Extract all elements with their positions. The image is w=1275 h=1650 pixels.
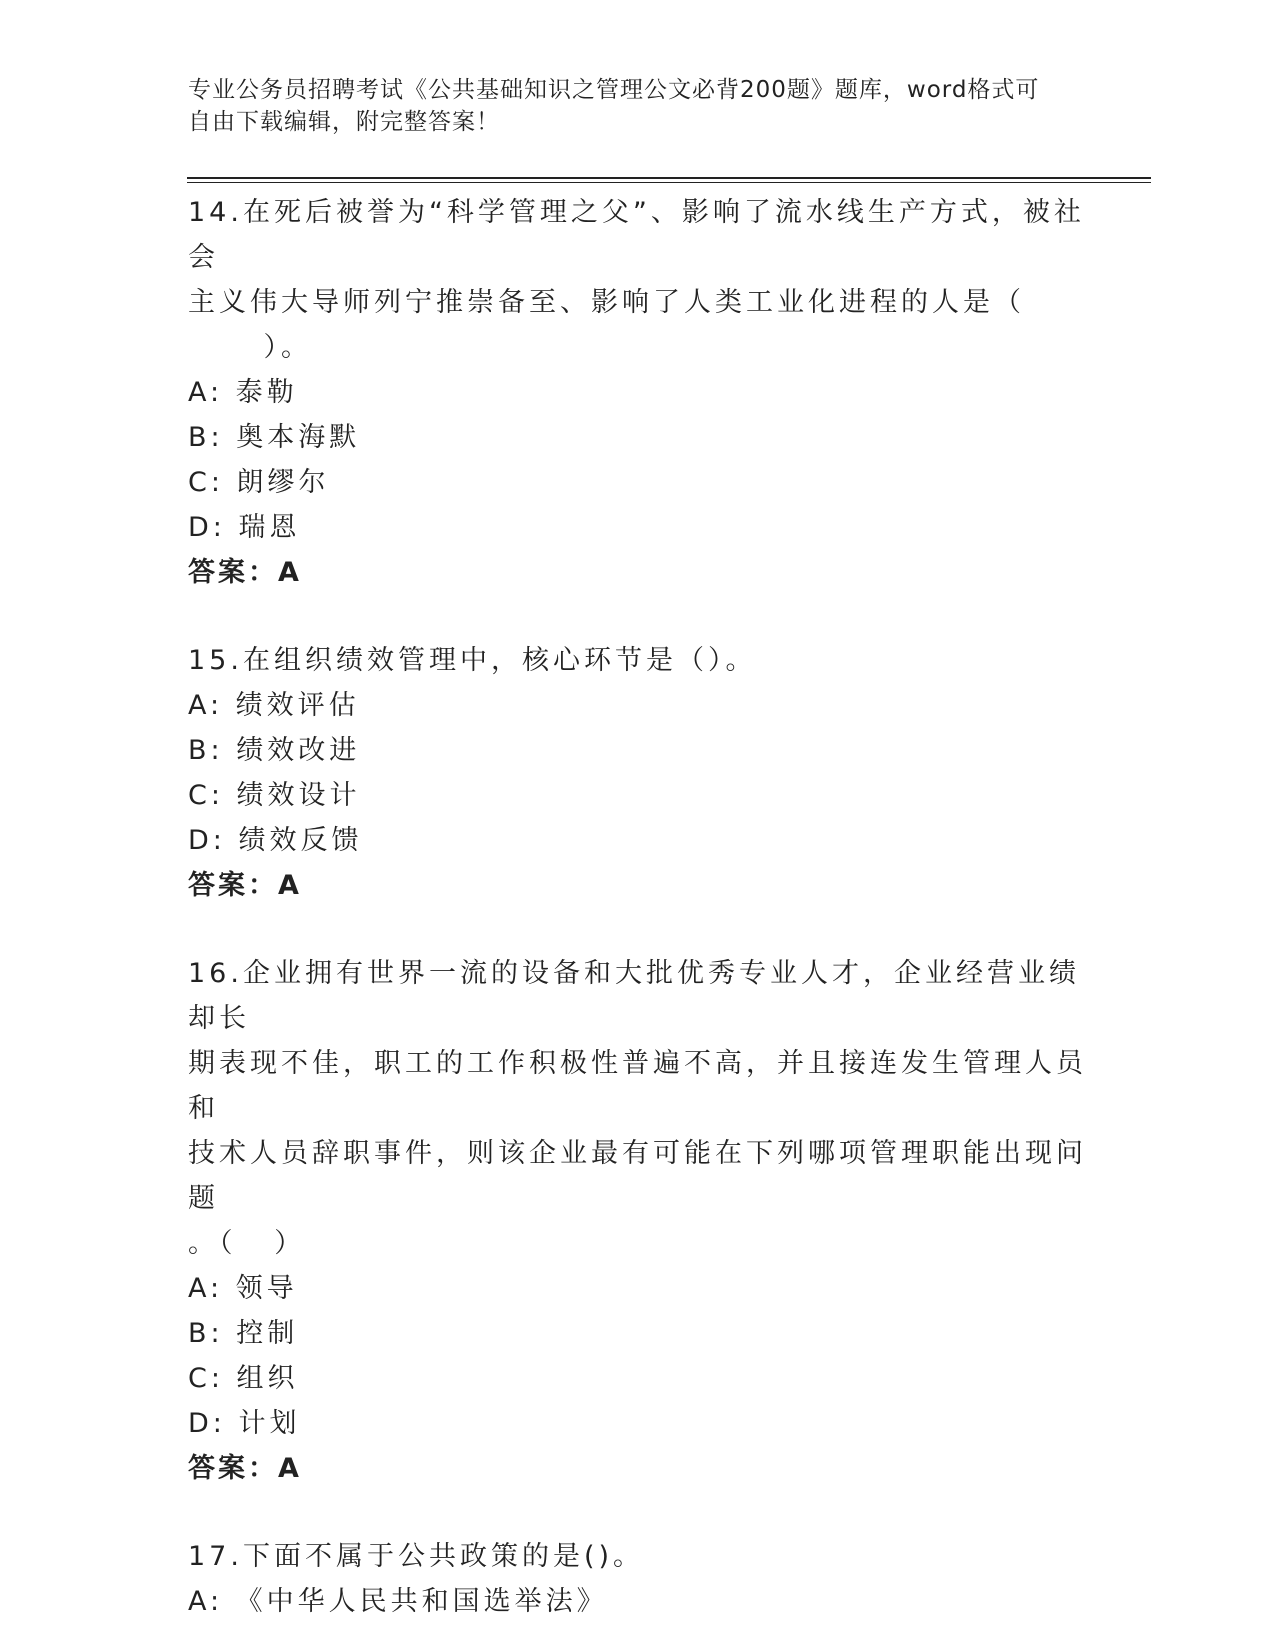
- option-d: D: 绩效反馈: [188, 825, 363, 856]
- question-stem-line: 15.在组织绩效管理中，核心环节是（）。: [188, 645, 757, 676]
- option-c: C: 组织: [188, 1363, 299, 1394]
- option-b: B: 控制: [188, 1318, 299, 1349]
- question-17: [188, 1534, 1088, 1624]
- question-stem-line: 主义伟大导师列宁推崇备至、影响了人类工业化进程的人是（: [188, 287, 1025, 318]
- question-spacer: [188, 908, 1088, 951]
- header-divider-thin: [187, 182, 1151, 183]
- question-stem-line: 17.下面不属于公共政策的是()。: [188, 1541, 645, 1572]
- option-d: D: 瑞恩: [188, 512, 301, 543]
- option-a: A: 泰勒: [188, 377, 298, 408]
- question-16: [188, 951, 1088, 1491]
- option-c: C: 绩效设计: [188, 780, 361, 811]
- question-stem-line: 。（ ）: [188, 1228, 306, 1259]
- question-14: [188, 190, 1088, 595]
- option-b: B: 绩效改进: [188, 735, 361, 766]
- header-line-2: 自由下载编辑，附完整答案！: [188, 109, 500, 135]
- option-a: A: 《中华人民共和国选举法》: [188, 1586, 608, 1617]
- question-list: [188, 190, 1088, 1624]
- option-a: A: 绩效评估: [188, 690, 360, 721]
- question-stem-line: 14.在死后被誉为“科学管理之父”、影响了流水线生产方式，被社会: [188, 197, 1085, 273]
- header-divider-thick: [187, 177, 1151, 179]
- question-spacer: [188, 1491, 1088, 1534]
- question-spacer: [188, 595, 1088, 638]
- question-stem-line: ）。: [188, 332, 312, 363]
- question-15: [188, 638, 1088, 908]
- answer-line: 答案：A: [188, 1453, 302, 1484]
- option-a: A: 领导: [188, 1273, 298, 1304]
- document-header: [188, 74, 1088, 138]
- question-stem-line: 16.企业拥有世界一流的设备和大批优秀专业人才，企业经营业绩却长: [188, 958, 1080, 1034]
- option-b: B: 奥本海默: [188, 422, 361, 453]
- answer-line: 答案：A: [188, 557, 302, 588]
- answer-line: 答案：A: [188, 870, 302, 901]
- option-d: D: 计划: [188, 1408, 301, 1439]
- question-stem-line: 期表现不佳，职工的工作积极性普遍不高，并且接连发生管理人员和: [188, 1048, 1087, 1124]
- option-c: C: 朗缪尔: [188, 467, 330, 498]
- question-stem-line: 技术人员辞职事件，则该企业最有可能在下列哪项管理职能出现问题: [188, 1138, 1087, 1214]
- header-line-1: 专业公务员招聘考试《公共基础知识之管理公文必背200题》题库，word格式可: [188, 77, 1040, 103]
